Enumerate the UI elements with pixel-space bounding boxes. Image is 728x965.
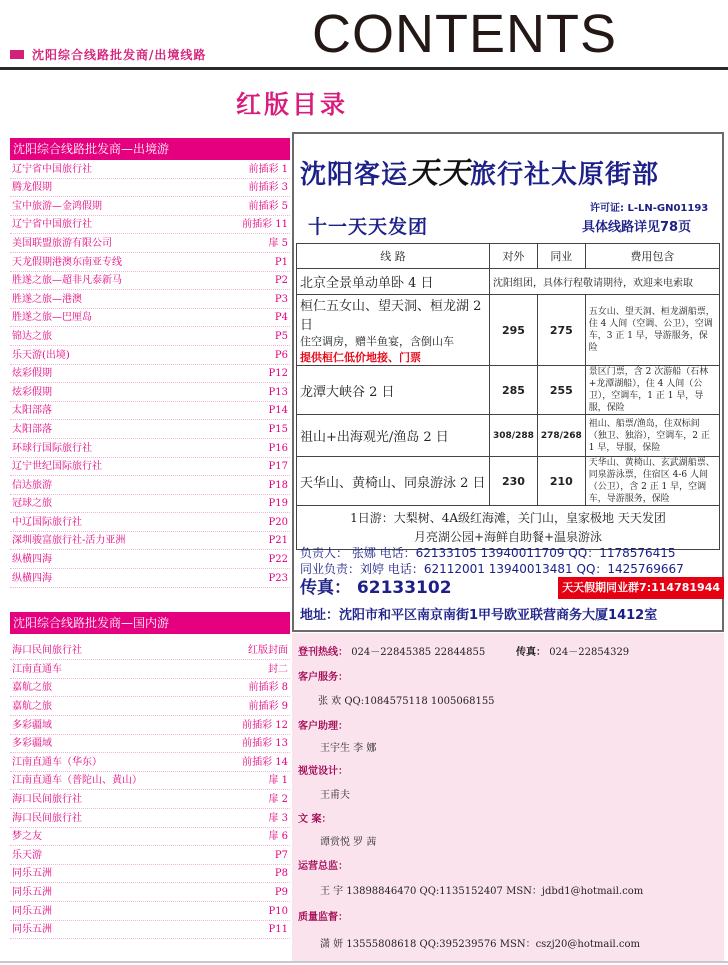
price-trade: 278/268 (537, 415, 585, 457)
hotline-value: 024－22845385 22844855 (351, 647, 486, 658)
toc-entry-page: 前插彩 8 (248, 682, 288, 694)
toc-entry-page: 封二 (268, 663, 288, 675)
toc-entry-name: 嘉航之旅 (12, 701, 52, 713)
toc-entry-page: P20 (268, 516, 288, 528)
toc-spacer (10, 634, 290, 642)
copy-label: 文 案： (298, 814, 332, 825)
toc-entry-name: 冠球之旅 (12, 498, 52, 510)
toc-entry-name: 乐天游 (12, 849, 42, 861)
toc-entry-page: P21 (268, 535, 288, 547)
toc-entry-page: P17 (268, 461, 288, 473)
contents-title: CONTENTS (312, 4, 617, 64)
toc-entry[interactable] (10, 679, 290, 698)
toc-entry-page: P6 (274, 349, 288, 361)
ad-detail-page: 具体线路详见78页 (582, 220, 692, 235)
toc-entry[interactable] (10, 865, 290, 884)
toc-entry-page: 扉 6 (268, 831, 288, 843)
table-row (297, 269, 720, 295)
toc-entry[interactable] (10, 458, 290, 477)
price-trade: 255 (537, 366, 585, 415)
oneday-line: 1日游：大梨树、4A级红海滩，关门山，皇家极地 天天发团 (350, 510, 666, 525)
header-rule (0, 67, 728, 70)
toc-entry-page: 前插彩 11 (242, 219, 288, 231)
toc-entry-name: 同乐五洲 (12, 868, 52, 880)
toc-entry[interactable] (10, 532, 290, 551)
contact-line: 同业负责：刘婷 电话：62112001 13940013481 QQ：1425769667 (300, 562, 684, 576)
toc-entry[interactable] (10, 365, 290, 384)
toc-entry[interactable] (10, 513, 290, 532)
toc-entry[interactable] (10, 476, 290, 495)
fax-row (516, 643, 629, 658)
subtitle-marker (10, 50, 24, 59)
fax-line (300, 577, 724, 599)
assistant-value: 王宇生 李 娜 (320, 743, 377, 754)
toc-entry-name: 同乐五洲 (12, 886, 52, 898)
toc-entry-page: 前插彩 1 (248, 163, 288, 175)
toc-entry-page: P19 (268, 498, 288, 510)
toc-entry[interactable] (10, 420, 290, 439)
toc-entry-page: 前插彩 12 (242, 719, 288, 731)
toc-entry-name: 江南直通车 (12, 663, 62, 675)
toc-entry-page: P16 (268, 442, 288, 454)
ops-label: 运营总监： (298, 861, 348, 872)
price-out: 230 (490, 457, 538, 506)
includes-cell: 天华山、黄椅山、玄武湖船票、同泉游泳票，住宿区 4-6 人间（公卫），含 2 正 1 早，空调车，导游服务，保险 (585, 457, 719, 506)
toc-entry-name: 海口民间旅行社 (12, 812, 82, 824)
toc-entry-page: P12 (268, 368, 288, 380)
toc-entry-page: 扉 5 (268, 237, 288, 249)
col-includes: 费用包含 (585, 244, 719, 269)
includes-cell: 景区门票，含 2 次游船（石林+龙潭湖船），住 4 人间（公卫），空调车，1 正 1 早，导服，保险 (585, 366, 719, 415)
toc-entry-page: P9 (274, 886, 288, 898)
license-number: 许可证: L-LN-GN01193 (590, 203, 709, 214)
toc-entry-name: 炫彩假期 (12, 386, 52, 398)
oneday-cell (297, 506, 720, 550)
toc-entry-page: P15 (268, 423, 288, 435)
toc-entry-name: 信达旅游 (12, 479, 52, 491)
toc-entry-page: P13 (268, 386, 288, 398)
toc-entry-name: 胜遂之旅—超非凡泰新马 (12, 275, 122, 287)
toc-entry-page: 前插彩 14 (242, 756, 288, 768)
toc-entry[interactable] (10, 327, 290, 346)
route-cell: 天华山、黄椅山、同泉游泳 2 日 (297, 457, 490, 506)
header-subtitle: 沈阳综合线路批发商/出境线路 (32, 48, 207, 62)
toc-entry[interactable] (10, 753, 290, 772)
toc-entry-page: P2 (274, 275, 288, 287)
toc-entry-name: 胜遂之旅—港澳 (12, 293, 82, 305)
toc-entry-name: 同乐五洲 (12, 905, 52, 917)
toc-entry[interactable] (10, 495, 290, 514)
toc-entry-page: P5 (274, 330, 288, 342)
toc-entry-page: P23 (268, 572, 288, 584)
toc-entry[interactable] (10, 272, 290, 291)
toc-entry[interactable] (10, 772, 290, 791)
toc-entry[interactable] (10, 160, 290, 179)
toc-entry-name: 江南直通车（普陀山、黄山） (12, 775, 142, 787)
toc-entry[interactable] (10, 660, 290, 679)
toc-entry-page: 扉 3 (268, 812, 288, 824)
toc-entry[interactable] (10, 883, 290, 902)
price-out: 285 (490, 366, 538, 415)
visual-label: 视觉设计： (298, 766, 348, 777)
visual-value: 王甫夫 (320, 790, 350, 801)
toc-entry[interactable] (10, 828, 290, 847)
toc-entry-name: 辽宁省中国旅行社 (12, 219, 92, 231)
route-cell: 祖山+出海观光/渔岛 2 日 (297, 415, 490, 457)
toc-entry-name: 太阳部落 (12, 405, 52, 417)
qa-label: 质量监督： (298, 912, 348, 923)
toc-entry[interactable] (10, 642, 290, 661)
toc-entry[interactable] (10, 346, 290, 365)
toc-entry-name: 中辽国际旅行社 (12, 516, 82, 528)
toc-entry-name: 胜遂之旅—巴厘岛 (12, 312, 92, 324)
toc-entry-name: 纵横四海 (12, 554, 52, 566)
toc-entry[interactable] (10, 234, 290, 253)
toc-entry[interactable] (10, 439, 290, 458)
group-badge: 天天假期同业群7:114781944 (558, 577, 724, 599)
toc-entry-name: 辽宁省中国旅行社 (12, 163, 92, 175)
toc-entry-name: 同乐五洲 (12, 924, 52, 936)
toc-entry-name: 多彩疆域 (12, 719, 52, 731)
toc-entry[interactable] (10, 790, 290, 809)
toc-entry[interactable] (10, 197, 290, 216)
qa-value: 潇 妍 13555808618 QQ:395239576 MSN：cszj20@hotmail.com (320, 939, 640, 950)
toc-entry-name: 炫彩假期 (12, 368, 52, 380)
credits-background (292, 633, 724, 961)
toc-entry-name: 嘉航之旅 (12, 682, 52, 694)
fax-number: 传真： 62133102 (300, 578, 452, 598)
toc-spacer (10, 588, 290, 612)
toc-entry-name: 辽宁世纪国际旅行社 (12, 461, 102, 473)
price-out: 308/288 (490, 415, 538, 457)
price-out: 295 (490, 295, 538, 366)
ad-title (300, 148, 659, 192)
toc-entry[interactable] (10, 902, 290, 921)
table-row (297, 295, 720, 366)
hotline-row (298, 643, 485, 658)
route-sub: 住空调房，赠半鱼宴，含倒山车 (300, 335, 454, 348)
ad-address: 地址：沈阳市和平区南京南街1甲号欧亚联营商务大厦1412室 (300, 608, 658, 623)
domestic-list (10, 642, 290, 940)
table-row (297, 415, 720, 457)
toc-entry-page: 前插彩 3 (248, 182, 288, 194)
toc-entry-page: P11 (268, 924, 288, 936)
toc-entry-page: 扉 2 (268, 794, 288, 805)
toc-entry[interactable] (10, 290, 290, 309)
toc-entry[interactable] (10, 846, 290, 865)
service-value: 张 欢 QQ:1084575118 1005068155 (318, 696, 495, 707)
toc-entry-name: 环球行国际旅行社 (12, 442, 92, 454)
col-route: 线 路 (297, 244, 490, 269)
contacts-block (300, 545, 724, 599)
toc-entry[interactable] (10, 253, 290, 272)
col-out: 对外 (490, 244, 538, 269)
toc-entry[interactable] (10, 309, 290, 328)
route-highlight: 提供桓仁低价地接、门票 (300, 351, 421, 364)
assistant-label: 客户助理： (298, 721, 348, 732)
toc-entry[interactable] (10, 809, 290, 828)
toc-entry-name: 天龙假期港澳东南亚专线 (12, 256, 122, 268)
toc-entry-page: P10 (268, 905, 288, 917)
outbound-list (10, 160, 290, 588)
toc-entry-name: 腾龙假期 (12, 182, 52, 194)
domestic-heading: 沈阳综合线路批发商—国内游 (10, 612, 290, 634)
price-trade: 275 (537, 295, 585, 366)
toc-entry-page: P8 (274, 868, 288, 880)
note-cell: 沈阳组团，具体行程敬请期待，欢迎来电索取 (490, 269, 720, 295)
toc-entry[interactable] (10, 383, 290, 402)
contact-line: 负责人： 张娜 电话：62133105 13940011709 QQ：1178576415 (300, 546, 676, 560)
toc-entry-name: 海口民间旅行社 (12, 794, 82, 805)
toc-entry-name: 纵横四海 (12, 572, 52, 584)
toc-entry[interactable] (10, 402, 290, 421)
toc-entry-name: 深圳骏富旅行社-活力亚洲 (12, 535, 126, 547)
price-trade: 210 (537, 457, 585, 506)
ops-value: 王 宇 13898846470 QQ:1135152407 MSN：jdbd1@hotmail.com (320, 886, 644, 897)
toc-entry-page: P1 (274, 256, 288, 268)
toc-entry-name: 美国联盟旅游有限公司 (12, 237, 112, 249)
route-cell: 龙潭大峡谷 2 日 (297, 366, 490, 415)
toc-entry-page: P3 (274, 293, 288, 305)
includes-cell: 五女山、望天洞、桓龙湖船票，住 4 人间（空调、公卫），空调车，3 正 1 早，导游服务，保险 (585, 295, 719, 366)
toc-entry[interactable] (10, 716, 290, 735)
table-row (297, 506, 720, 550)
toc-entry-name: 多彩疆域 (12, 738, 52, 750)
ad-tagline: 十一天天发团 (308, 216, 429, 238)
toc-entry-page: P4 (274, 312, 288, 324)
includes-cell: 祖山、船票/渔岛，住双标间（独卫、独浴），空调车，2 正 1 早，导服，保险 (585, 415, 719, 457)
toc-entry[interactable] (10, 179, 290, 198)
outbound-heading: 沈阳综合线路批发商—出境游 (10, 138, 290, 160)
toc-entry-name: 梦之友 (12, 831, 42, 843)
toc-entry[interactable] (10, 697, 290, 716)
toc-entry-name: 太阳部落 (12, 423, 52, 435)
toc-entry[interactable] (10, 569, 290, 588)
credits-fax-value: 024－22854329 (549, 647, 630, 658)
ad-title-left: 沈阳客运 (300, 160, 409, 190)
ad-title-right: 旅行社太原街部 (470, 160, 660, 190)
copy-value: 谭赏悦 罗 茜 (320, 837, 377, 848)
toc-entry-page: 前插彩 13 (242, 738, 288, 750)
toc-column (10, 138, 290, 939)
route-cell (297, 295, 490, 366)
toc-entry-page: 红版封面 (248, 645, 288, 657)
toc-entry-name: 锦达之旅 (12, 330, 52, 342)
toc-entry-name: 海口民间旅行社 (12, 645, 82, 657)
toc-entry[interactable] (10, 550, 290, 569)
toc-entry-page: 前插彩 9 (248, 701, 288, 713)
table-row (297, 366, 720, 415)
table-row (297, 457, 720, 506)
toc-entry-page: 扉 1 (268, 775, 288, 787)
section-title: 红版目录 (236, 90, 349, 119)
service-label: 客户服务： (298, 672, 348, 683)
toc-entry-name: 宝中旅游—金鸿假期 (12, 200, 102, 212)
toc-entry[interactable] (10, 735, 290, 754)
ad-title-logo: 天天 (408, 156, 471, 191)
toc-entry[interactable] (10, 921, 290, 940)
route-title: 桓仁五女山、望天洞、桓龙湖 2 日 (300, 299, 482, 333)
toc-entry-name: 乐天游(出境) (12, 349, 70, 361)
toc-entry-page: P22 (268, 554, 288, 566)
toc-entry-page: P7 (274, 849, 288, 861)
toc-entry-page: P14 (268, 405, 288, 417)
toc-entry-page: P18 (268, 479, 288, 491)
toc-entry-name: 江南直通车（华东） (12, 756, 102, 768)
tour-table (296, 243, 720, 550)
oneday-line: 月亮湖公园+海鲜自助餐+温泉游泳 (413, 529, 603, 544)
credits-fax-label: 传真： (516, 647, 546, 658)
route-cell: 北京全景单动单卧 4 日 (297, 269, 490, 295)
toc-entry-page: 前插彩 5 (248, 200, 288, 212)
table-header-row (297, 244, 720, 269)
toc-entry[interactable] (10, 216, 290, 235)
col-trade: 同业 (537, 244, 585, 269)
hotline-label: 登刊热线： (298, 647, 348, 658)
footer-rule (0, 961, 728, 963)
